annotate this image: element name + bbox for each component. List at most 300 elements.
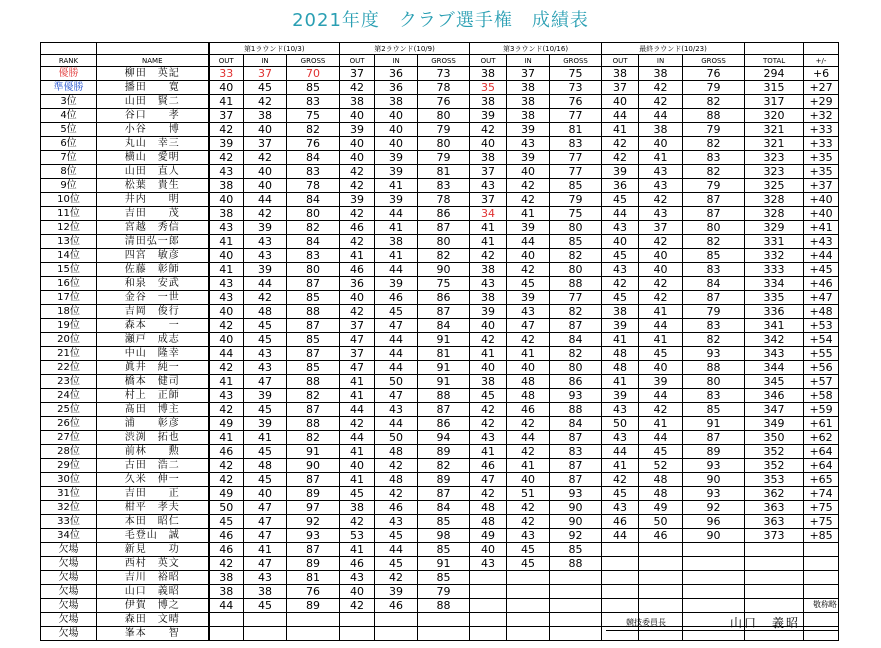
rank-cell: 28位	[41, 445, 97, 459]
in-score	[507, 571, 550, 585]
out-score: 42	[340, 599, 375, 613]
gross-score: 82	[683, 137, 745, 151]
total-score: 332	[745, 249, 804, 263]
in-score: 44	[375, 347, 418, 361]
total-score: 328	[745, 207, 804, 221]
gross-score	[418, 627, 470, 641]
gross-score: 91	[418, 557, 470, 571]
in-score: 40	[507, 249, 550, 263]
gross-score: 80	[683, 375, 745, 389]
out-score: 46	[209, 529, 244, 543]
out-score: 42	[209, 361, 244, 375]
player-name: 橋本 健司	[97, 375, 209, 389]
gross-score: 77	[550, 291, 602, 305]
gross-header: GROSS	[683, 55, 745, 67]
gross-score	[683, 585, 745, 599]
gross-score: 75	[550, 207, 602, 221]
rank-cell: 18位	[41, 305, 97, 319]
in-score: 43	[244, 347, 287, 361]
gross-header: GROSS	[550, 55, 602, 67]
round-4-header: 最終ラウンド(10/23)	[602, 43, 745, 55]
rank-cell: 欠場	[41, 557, 97, 571]
plusminus: +61	[804, 417, 839, 431]
player-name: 峯本 智	[97, 627, 209, 641]
out-score: 36	[340, 277, 375, 291]
plusminus: +48	[804, 305, 839, 319]
in-score: 51	[507, 487, 550, 501]
in-score: 39	[507, 123, 550, 137]
gross-score: 88	[550, 557, 602, 571]
in-score: 39	[507, 151, 550, 165]
player-name: 久米 伸一	[97, 473, 209, 487]
out-score: 42	[209, 123, 244, 137]
total-score: 325	[745, 179, 804, 193]
out-score: 43	[470, 557, 507, 571]
in-score: 42	[507, 193, 550, 207]
out-score: 39	[470, 305, 507, 319]
table-row	[41, 431, 839, 445]
gross-score: 88	[550, 403, 602, 417]
in-score	[244, 627, 287, 641]
out-score: 41	[470, 221, 507, 235]
gross-score: 77	[550, 165, 602, 179]
gross-score: 75	[287, 109, 340, 123]
gross-score: 83	[550, 137, 602, 151]
out-score: 40	[340, 151, 375, 165]
out-score: 45	[340, 487, 375, 501]
gross-score	[550, 627, 602, 641]
gross-score: 85	[287, 81, 340, 95]
plusminus: +74	[804, 487, 839, 501]
total-score: 320	[745, 109, 804, 123]
in-score	[507, 599, 550, 613]
out-score: 41	[209, 263, 244, 277]
gross-score: 81	[287, 571, 340, 585]
rank-cell: 欠場	[41, 571, 97, 585]
gross-score: 76	[550, 95, 602, 109]
out-score: 39	[340, 123, 375, 137]
header-blank	[804, 43, 839, 55]
plusminus: +46	[804, 277, 839, 291]
gross-score: 87	[550, 319, 602, 333]
in-score: 47	[244, 529, 287, 543]
gross-score: 91	[418, 361, 470, 375]
player-name: 中山 隆幸	[97, 347, 209, 361]
rank-cell: 29位	[41, 459, 97, 473]
in-score: 42	[244, 95, 287, 109]
out-score	[470, 627, 507, 641]
gross-score	[287, 627, 340, 641]
out-score: 46	[209, 543, 244, 557]
player-name: 四宮 敏彦	[97, 249, 209, 263]
gross-score: 82	[550, 249, 602, 263]
out-score: 41	[470, 235, 507, 249]
out-score: 40	[209, 305, 244, 319]
in-score: 40	[639, 361, 683, 375]
gross-score	[550, 613, 602, 627]
gross-score: 80	[683, 221, 745, 235]
gross-score: 76	[418, 95, 470, 109]
gross-score: 79	[418, 123, 470, 137]
player-name: 柳田 英記	[97, 67, 209, 81]
gross-score: 94	[418, 431, 470, 445]
total-score: 373	[745, 529, 804, 543]
gross-score: 93	[683, 459, 745, 473]
gross-score: 89	[418, 473, 470, 487]
table-row	[41, 319, 839, 333]
table-row	[41, 193, 839, 207]
gross-score: 92	[550, 529, 602, 543]
player-name: 宮越 秀信	[97, 221, 209, 235]
out-score: 42	[340, 515, 375, 529]
in-score: 45	[244, 473, 287, 487]
in-score: 41	[244, 431, 287, 445]
in-score: 45	[375, 557, 418, 571]
gross-score: 82	[550, 305, 602, 319]
table-row	[41, 333, 839, 347]
out-score: 42	[470, 403, 507, 417]
total-score: 342	[745, 333, 804, 347]
gross-score: 79	[683, 123, 745, 137]
out-score	[470, 585, 507, 599]
out-score: 41	[209, 431, 244, 445]
out-score: 42	[209, 403, 244, 417]
gross-score: 79	[550, 193, 602, 207]
in-score: 48	[375, 445, 418, 459]
table-row	[41, 487, 839, 501]
player-name: 清田弘一郎	[97, 235, 209, 249]
in-score: 43	[244, 249, 287, 263]
gross-score: 81	[418, 347, 470, 361]
gross-score: 83	[683, 319, 745, 333]
out-score: 40	[209, 249, 244, 263]
table-row	[41, 417, 839, 431]
total-score: 321	[745, 123, 804, 137]
in-header: IN	[639, 55, 683, 67]
gross-score	[550, 599, 602, 613]
table-row	[41, 235, 839, 249]
in-score: 52	[639, 459, 683, 473]
in-score: 44	[375, 263, 418, 277]
total-score: 323	[745, 151, 804, 165]
table-row	[41, 291, 839, 305]
total-score: 323	[745, 165, 804, 179]
rank-cell: 13位	[41, 235, 97, 249]
gross-score: 93	[683, 487, 745, 501]
out-score: 42	[602, 137, 639, 151]
table-row	[41, 501, 839, 515]
in-score: 42	[507, 445, 550, 459]
total-score	[745, 557, 804, 571]
out-score: 42	[340, 417, 375, 431]
gross-score: 83	[550, 445, 602, 459]
gross-score: 73	[550, 81, 602, 95]
gross-score: 70	[287, 67, 340, 81]
in-score: 45	[244, 445, 287, 459]
gross-score: 83	[287, 165, 340, 179]
out-score: 39	[602, 389, 639, 403]
in-score: 45	[244, 403, 287, 417]
committee-chair-name: 山口 義昭	[730, 616, 801, 630]
out-score: 41	[340, 543, 375, 557]
in-score: 45	[507, 277, 550, 291]
gross-score: 85	[550, 179, 602, 193]
player-name: 谷口 孝	[97, 109, 209, 123]
in-score: 49	[639, 501, 683, 515]
plusminus: +41	[804, 221, 839, 235]
gross-score: 90	[683, 529, 745, 543]
plusminus: +43	[804, 235, 839, 249]
total-score: 334	[745, 277, 804, 291]
in-score: 47	[375, 389, 418, 403]
out-score: 40	[340, 459, 375, 473]
out-score: 44	[209, 599, 244, 613]
table-row	[41, 249, 839, 263]
plusminus: +32	[804, 109, 839, 123]
out-score: 46	[340, 221, 375, 235]
table-row	[41, 263, 839, 277]
out-score: 40	[340, 109, 375, 123]
out-score: 38	[209, 585, 244, 599]
player-name: 瀬戸 成志	[97, 333, 209, 347]
in-score: 42	[507, 501, 550, 515]
in-score: 42	[639, 193, 683, 207]
in-score: 45	[244, 319, 287, 333]
out-score: 40	[340, 291, 375, 305]
in-score: 43	[507, 137, 550, 151]
total-score: 294	[745, 67, 804, 81]
out-score: 41	[340, 249, 375, 263]
in-score: 40	[639, 249, 683, 263]
gross-score: 84	[683, 277, 745, 291]
in-score: 38	[375, 235, 418, 249]
gross-score: 85	[550, 235, 602, 249]
page-title: 2021年度 クラブ選手権 成績表	[292, 10, 589, 31]
total-score: 328	[745, 193, 804, 207]
out-score: 39	[470, 109, 507, 123]
out-header: OUT	[340, 55, 375, 67]
in-score: 41	[639, 305, 683, 319]
gross-score: 97	[287, 501, 340, 515]
out-score: 43	[470, 179, 507, 193]
plusminus: +65	[804, 473, 839, 487]
in-score: 39	[244, 389, 287, 403]
out-score	[602, 571, 639, 585]
gross-score: 80	[550, 361, 602, 375]
out-score: 48	[602, 347, 639, 361]
table-row	[41, 305, 839, 319]
plusminus: +58	[804, 389, 839, 403]
gross-score	[287, 613, 340, 627]
in-score: 50	[375, 431, 418, 445]
in-score: 45	[639, 347, 683, 361]
table-row	[41, 67, 839, 81]
out-score: 45	[470, 389, 507, 403]
gross-score: 82	[418, 249, 470, 263]
gross-score: 87	[683, 193, 745, 207]
total-score: 317	[745, 95, 804, 109]
in-score: 43	[639, 207, 683, 221]
out-score	[209, 613, 244, 627]
out-score: 39	[340, 193, 375, 207]
out-score: 38	[470, 95, 507, 109]
player-name: 新見 功	[97, 543, 209, 557]
gross-score: 91	[683, 417, 745, 431]
in-score: 44	[639, 109, 683, 123]
out-score: 44	[340, 403, 375, 417]
table-row	[41, 599, 839, 613]
gross-score: 88	[683, 361, 745, 375]
in-score: 36	[375, 67, 418, 81]
player-name: 前林 勲	[97, 445, 209, 459]
round-2-header: 第2ラウンド(10/9)	[340, 43, 470, 55]
in-score: 46	[639, 529, 683, 543]
rank-cell: 4位	[41, 109, 97, 123]
out-score: 42	[470, 123, 507, 137]
in-score: 42	[639, 277, 683, 291]
in-score: 47	[507, 319, 550, 333]
out-score: 42	[340, 81, 375, 95]
gross-header: GROSS	[287, 55, 340, 67]
in-score: 38	[244, 109, 287, 123]
gross-score: 84	[550, 333, 602, 347]
gross-score: 84	[287, 151, 340, 165]
player-name: 伊賀 博之	[97, 599, 209, 613]
in-score: 38	[639, 67, 683, 81]
in-score: 42	[639, 235, 683, 249]
gross-score: 76	[287, 137, 340, 151]
in-score: 46	[375, 599, 418, 613]
table-row	[41, 179, 839, 193]
rank-cell: 34位	[41, 529, 97, 543]
out-score: 40	[470, 361, 507, 375]
rank-cell: 6位	[41, 137, 97, 151]
in-score: 45	[639, 445, 683, 459]
plusminus: +64	[804, 459, 839, 473]
in-score	[639, 571, 683, 585]
out-score: 40	[209, 81, 244, 95]
gross-score: 77	[550, 109, 602, 123]
out-score: 44	[209, 347, 244, 361]
gross-score: 80	[550, 263, 602, 277]
out-score	[470, 613, 507, 627]
gross-score: 91	[418, 333, 470, 347]
rank-cell: 欠場	[41, 585, 97, 599]
plusminus: +85	[804, 529, 839, 543]
out-score: 40	[602, 95, 639, 109]
in-score: 47	[244, 375, 287, 389]
total-score: 344	[745, 361, 804, 375]
player-name: 山口 義昭	[97, 585, 209, 599]
total-score	[745, 599, 804, 613]
plusminus-header: +/-	[804, 55, 839, 67]
out-score: 46	[470, 459, 507, 473]
total-score: 347	[745, 403, 804, 417]
gross-score: 82	[683, 95, 745, 109]
gross-score: 83	[683, 263, 745, 277]
player-name: 佐藤 彰師	[97, 263, 209, 277]
out-score: 38	[209, 207, 244, 221]
total-score: 363	[745, 501, 804, 515]
player-name: 村上 正師	[97, 389, 209, 403]
in-score: 47	[244, 501, 287, 515]
out-score: 43	[209, 165, 244, 179]
gross-score	[683, 599, 745, 613]
in-score: 44	[375, 207, 418, 221]
out-score: 41	[602, 459, 639, 473]
in-score: 48	[639, 473, 683, 487]
table-row	[41, 221, 839, 235]
total-score: 363	[745, 515, 804, 529]
in-score: 42	[507, 263, 550, 277]
out-score: 49	[209, 487, 244, 501]
gross-score: 90	[550, 515, 602, 529]
player-name: 森本 一	[97, 319, 209, 333]
player-name: 井内 明	[97, 193, 209, 207]
gross-score: 82	[287, 431, 340, 445]
plusminus: +44	[804, 249, 839, 263]
gross-score: 85	[683, 249, 745, 263]
gross-score: 83	[683, 389, 745, 403]
out-score: 39	[209, 137, 244, 151]
gross-score	[550, 571, 602, 585]
gross-score: 84	[287, 235, 340, 249]
out-score: 44	[602, 445, 639, 459]
rank-cell: 27位	[41, 431, 97, 445]
in-score: 44	[639, 431, 683, 445]
rank-cell: 23位	[41, 375, 97, 389]
total-score: 336	[745, 305, 804, 319]
in-score: 41	[639, 417, 683, 431]
gross-score: 88	[418, 599, 470, 613]
in-score: 39	[244, 263, 287, 277]
rank-cell: 欠場	[41, 543, 97, 557]
out-score: 43	[602, 221, 639, 235]
out-score: 43	[470, 431, 507, 445]
table-row	[41, 571, 839, 585]
out-header: OUT	[602, 55, 639, 67]
out-score: 38	[340, 95, 375, 109]
total-score: 349	[745, 417, 804, 431]
in-score: 48	[507, 375, 550, 389]
header-blank	[41, 43, 97, 55]
gross-score: 90	[287, 459, 340, 473]
out-score	[602, 585, 639, 599]
gross-header: GROSS	[418, 55, 470, 67]
gross-score: 76	[683, 67, 745, 81]
gross-score: 80	[418, 235, 470, 249]
in-score: 38	[507, 109, 550, 123]
total-score: 329	[745, 221, 804, 235]
gross-score: 82	[287, 221, 340, 235]
in-score: 44	[375, 361, 418, 375]
player-name: 毛登山 誠	[97, 529, 209, 543]
gross-score: 78	[418, 81, 470, 95]
in-score: 40	[244, 123, 287, 137]
plusminus: +37	[804, 179, 839, 193]
in-score: 40	[507, 473, 550, 487]
gross-score: 84	[418, 319, 470, 333]
name-header: NAME	[97, 55, 209, 67]
out-score: 42	[340, 165, 375, 179]
table-row	[41, 459, 839, 473]
in-score: 41	[375, 249, 418, 263]
out-score: 42	[340, 235, 375, 249]
table-row	[41, 109, 839, 123]
plusminus: +35	[804, 165, 839, 179]
total-score: 341	[745, 319, 804, 333]
in-score: 42	[639, 81, 683, 95]
